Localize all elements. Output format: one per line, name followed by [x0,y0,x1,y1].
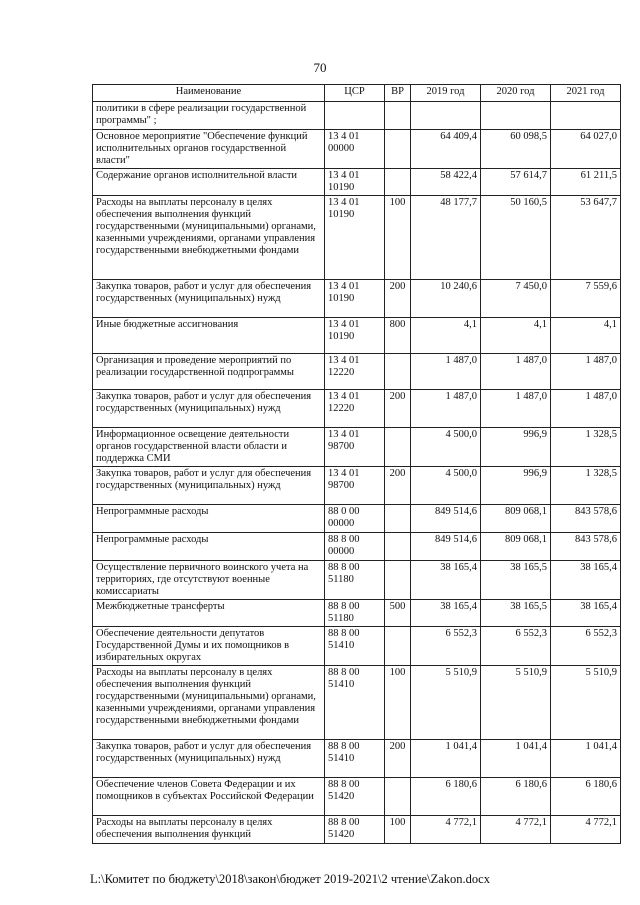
cell-name: Основное мероприятие "Обеспечение функций исполнительных органов государственной власти" [93,130,325,169]
cell-2019: 1 487,0 [411,390,481,428]
cell-2020: 60 098,5 [481,130,551,169]
cell-csr: 88 8 00 51180 [325,600,385,627]
cell-name: политики в сфере реализации государственной программы" ; [93,102,325,130]
table-row [93,740,621,778]
table-row [93,505,621,533]
table-body [93,102,621,844]
cell-vr: 200 [385,740,411,778]
table-row [93,533,621,561]
cell-2021: 1 487,0 [551,354,621,390]
column-header-2019: 2019 год [411,85,481,102]
cell-csr: 88 8 00 51180 [325,561,385,600]
cell-2019: 6 552,3 [411,627,481,666]
cell-name: Расходы на выплаты персоналу в целях обеспечения выполнения функций [93,816,325,844]
cell-csr: 88 0 00 00000 [325,505,385,533]
cell-2021: 38 165,4 [551,600,621,627]
table-row [93,627,621,666]
table-row [93,196,621,280]
cell-csr: 13 4 01 10190 [325,318,385,354]
cell-2019: 58 422,4 [411,169,481,196]
table-row [93,318,621,354]
table-row [93,467,621,505]
cell-csr [325,102,385,130]
cell-vr [385,627,411,666]
page-number: 70 [313,60,327,75]
cell-2019: 4,1 [411,318,481,354]
cell-vr [385,505,411,533]
column-header-2021: 2021 год [551,85,621,102]
cell-vr: 200 [385,280,411,318]
cell-2021: 1 041,4 [551,740,621,778]
cell-2020: 996,9 [481,428,551,467]
cell-name: Организация и проведение мероприятий по реализации государственной подпрограммы [93,354,325,390]
cell-2021: 61 211,5 [551,169,621,196]
table-row [93,102,621,130]
column-header-csr: ЦСР [325,85,385,102]
cell-name: Информационное освещение деятельности органов государственной власти области и поддержка СМИ [93,428,325,467]
cell-2021: 843 578,6 [551,533,621,561]
cell-2020: 7 450,0 [481,280,551,318]
cell-vr: 100 [385,666,411,740]
cell-2021: 5 510,9 [551,666,621,740]
cell-2020 [481,102,551,130]
cell-vr [385,354,411,390]
cell-2021: 64 027,0 [551,130,621,169]
cell-name: Закупка товаров, работ и услуг для обеспечения государственных (муниципальных) нужд [93,467,325,505]
table-row [93,169,621,196]
cell-2020: 38 165,5 [481,561,551,600]
table-row [93,778,621,816]
cell-csr: 88 8 00 51410 [325,740,385,778]
cell-name: Обеспечение членов Совета Федерации и их помощников в субъектах Российской Федерации [93,778,325,816]
cell-2020: 809 068,1 [481,505,551,533]
cell-name: Межбюджетные трансферты [93,600,325,627]
cell-2020: 6 552,3 [481,627,551,666]
table-header-row [93,85,621,102]
cell-2021: 4,1 [551,318,621,354]
cell-2021: 1 328,5 [551,428,621,467]
cell-vr: 800 [385,318,411,354]
table-row [93,428,621,467]
cell-2021: 7 559,6 [551,280,621,318]
cell-csr: 13 4 01 00000 [325,130,385,169]
table-row [93,600,621,627]
cell-vr [385,533,411,561]
cell-2019: 38 165,4 [411,561,481,600]
cell-csr: 13 4 01 12220 [325,390,385,428]
cell-vr [385,561,411,600]
cell-name: Непрограммные расходы [93,533,325,561]
table-row [93,561,621,600]
cell-2021: 6 552,3 [551,627,621,666]
cell-2020: 996,9 [481,467,551,505]
cell-csr: 13 4 01 98700 [325,467,385,505]
cell-2019: 849 514,6 [411,533,481,561]
cell-2021: 53 647,7 [551,196,621,280]
cell-2021: 38 165,4 [551,561,621,600]
cell-csr: 88 8 00 51420 [325,816,385,844]
cell-2021: 843 578,6 [551,505,621,533]
cell-vr [385,102,411,130]
cell-2021: 6 180,6 [551,778,621,816]
column-header-2020: 2020 год [481,85,551,102]
cell-2019: 1 487,0 [411,354,481,390]
cell-csr: 13 4 01 10190 [325,196,385,280]
cell-vr [385,130,411,169]
cell-name: Закупка товаров, работ и услуг для обеспечения государственных (муниципальных) нужд [93,740,325,778]
cell-2020: 4,1 [481,318,551,354]
column-header-vr: ВР [385,85,411,102]
cell-vr: 200 [385,467,411,505]
cell-name: Содержание органов исполнительной власти [93,169,325,196]
cell-2019: 48 177,7 [411,196,481,280]
cell-csr: 13 4 01 98700 [325,428,385,467]
cell-vr [385,428,411,467]
budget-table [92,84,621,844]
cell-2020: 1 041,4 [481,740,551,778]
cell-name: Непрограммные расходы [93,505,325,533]
cell-vr: 500 [385,600,411,627]
cell-2019: 4 500,0 [411,428,481,467]
cell-2019: 10 240,6 [411,280,481,318]
cell-2019: 6 180,6 [411,778,481,816]
cell-csr: 13 4 01 12220 [325,354,385,390]
cell-vr: 100 [385,196,411,280]
column-header-name: Наименование [93,85,325,102]
cell-vr [385,778,411,816]
cell-2020: 38 165,5 [481,600,551,627]
table-row [93,280,621,318]
cell-csr: 88 8 00 51410 [325,627,385,666]
table-row [93,354,621,390]
cell-2020: 5 510,9 [481,666,551,740]
cell-2020: 809 068,1 [481,533,551,561]
cell-2019: 849 514,6 [411,505,481,533]
cell-name: Закупка товаров, работ и услуг для обеспечения государственных (муниципальных) нужд [93,280,325,318]
cell-2019: 5 510,9 [411,666,481,740]
cell-csr: 13 4 01 10190 [325,280,385,318]
footer-file-path: L:\Комитет по бюджету\2018\закон\бюджет 2019-2021\2 чтение\Zakon.docx [90,872,490,886]
cell-vr [385,169,411,196]
cell-2020: 4 772,1 [481,816,551,844]
table-row [93,390,621,428]
cell-2021: 4 772,1 [551,816,621,844]
cell-2020: 1 487,0 [481,354,551,390]
cell-vr: 200 [385,390,411,428]
cell-2019: 1 041,4 [411,740,481,778]
cell-name: Осуществление первичного воинского учета на территориях, где отсутствуют военные комиссариаты [93,561,325,600]
cell-2019: 4 500,0 [411,467,481,505]
cell-2020: 6 180,6 [481,778,551,816]
cell-csr: 13 4 01 10190 [325,169,385,196]
cell-name: Иные бюджетные ассигнования [93,318,325,354]
table-row [93,666,621,740]
cell-2021: 1 328,5 [551,467,621,505]
cell-csr: 88 8 00 51410 [325,666,385,740]
cell-2020: 1 487,0 [481,390,551,428]
cell-2019: 64 409,4 [411,130,481,169]
cell-name: Расходы на выплаты персоналу в целях обеспечения выполнения функций государственными (муниципальными) органами, казенными учреждениями, органами управления государственными внебюджетными фондами [93,196,325,280]
cell-name: Обеспечение деятельности депутатов Государственной Думы и их помощников в избирательных округах [93,627,325,666]
cell-2019 [411,102,481,130]
cell-name: Закупка товаров, работ и услуг для обеспечения государственных (муниципальных) нужд [93,390,325,428]
cell-2020: 50 160,5 [481,196,551,280]
table-row [93,130,621,169]
cell-csr: 88 8 00 00000 [325,533,385,561]
cell-vr: 100 [385,816,411,844]
cell-2019: 38 165,4 [411,600,481,627]
cell-csr: 88 8 00 51420 [325,778,385,816]
table-row [93,816,621,844]
cell-2021: 1 487,0 [551,390,621,428]
cell-2021 [551,102,621,130]
cell-name: Расходы на выплаты персоналу в целях обеспечения выполнения функций государственными (муниципальными) органами, казенными учреждениями, органами управления государственными внебюджетными фондами [93,666,325,740]
cell-2020: 57 614,7 [481,169,551,196]
cell-2019: 4 772,1 [411,816,481,844]
